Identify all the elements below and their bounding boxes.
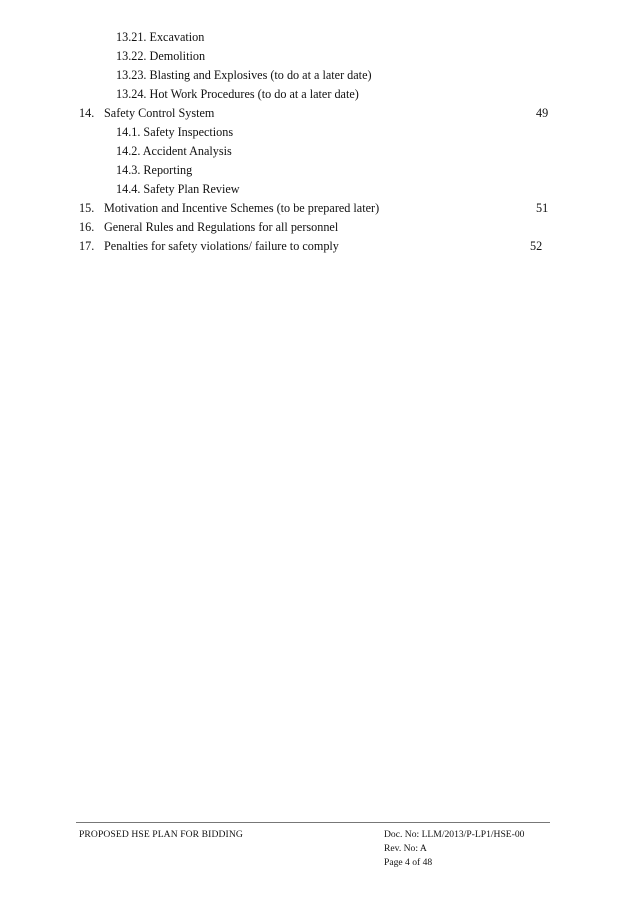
toc-entry-title: Safety Plan Review bbox=[143, 182, 240, 196]
toc-entry-text: 13.21. bbox=[116, 30, 147, 44]
toc-entry-number: 14. bbox=[79, 106, 95, 120]
toc-entry-title: Reporting bbox=[143, 163, 193, 177]
toc-page-number: 52 bbox=[530, 239, 543, 253]
toc-entry-title: Accident Analysis bbox=[142, 144, 232, 158]
footer-page-number: Page 4 of 48 bbox=[384, 857, 433, 868]
toc-entry-14-1 bbox=[116, 123, 233, 142]
toc-entry-title: Demolition bbox=[149, 49, 206, 63]
toc-entry-title: Hot Work Procedures (to do at a later date) bbox=[149, 87, 359, 101]
toc-entry-title: Excavation bbox=[149, 30, 205, 44]
toc-entry-14-3 bbox=[116, 161, 192, 180]
toc-entry-17 bbox=[79, 237, 439, 256]
toc-entry-text: 14.4. bbox=[116, 182, 141, 196]
toc-entry-text: 14.1. bbox=[116, 125, 141, 139]
footer-divider bbox=[76, 822, 550, 823]
toc-entry-title: Penalties for safety violations/ failure to comply bbox=[104, 239, 339, 253]
toc-entry-title: Motivation and Incentive Schemes (to be prepared later) bbox=[104, 201, 380, 215]
toc-entry-14-4 bbox=[116, 180, 240, 199]
toc-entry-13-24 bbox=[116, 85, 359, 104]
toc-entry-text: 14.3. bbox=[116, 163, 141, 177]
toc-entry-14 bbox=[79, 104, 309, 123]
toc-entry-15 bbox=[79, 199, 479, 218]
toc-entry-number: 16. bbox=[79, 220, 95, 234]
toc-entry-13-23 bbox=[116, 66, 372, 85]
toc-entry-title: Blasting and Explosives (to do at a later date) bbox=[149, 68, 372, 82]
toc-page-number: 49 bbox=[536, 106, 549, 120]
toc-entry-number: 17. bbox=[79, 239, 95, 253]
toc-entry-title: Safety Inspections bbox=[143, 125, 234, 139]
footer-document-info bbox=[384, 828, 524, 870]
toc-entry-number: 15. bbox=[79, 201, 95, 215]
toc-entry-text: 13.22. bbox=[116, 49, 147, 63]
toc-entry-13-21 bbox=[116, 28, 204, 47]
toc-entry-text: 13.24. bbox=[116, 87, 147, 101]
footer-document-title: PROPOSED HSE PLAN FOR BIDDING bbox=[79, 829, 243, 840]
toc-entry-text: 13.23. bbox=[116, 68, 147, 82]
toc-entry-14-2 bbox=[116, 142, 232, 161]
toc-entry-title: Safety Control System bbox=[104, 106, 215, 120]
toc-entry-title: General Rules and Regulations for all personnel bbox=[104, 220, 339, 234]
footer-doc-number: Doc. No: LLM/2013/P-LP1/HSE-00 bbox=[384, 829, 525, 840]
toc-page-number: 51 bbox=[536, 201, 549, 215]
footer-revision: Rev. No: A bbox=[384, 843, 427, 854]
toc-entry-16 bbox=[79, 218, 439, 237]
toc-entry-13-22 bbox=[116, 47, 205, 66]
toc-entry-text: 14.2. bbox=[116, 144, 141, 158]
